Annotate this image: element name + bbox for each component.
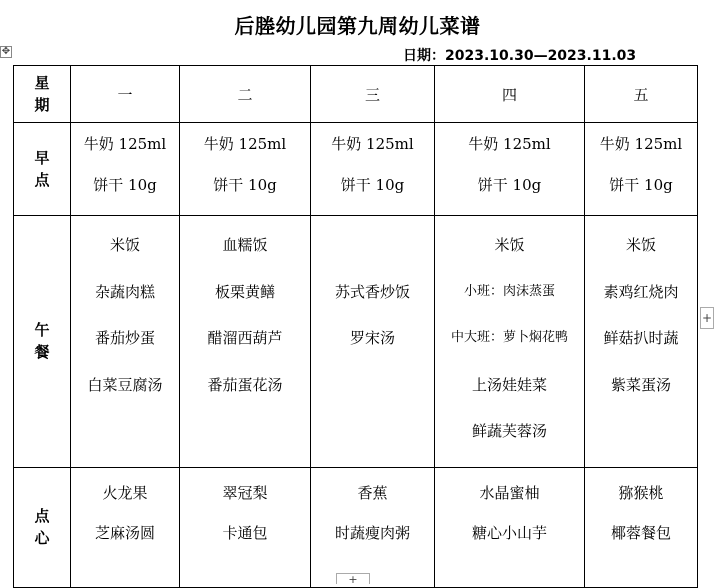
dish-item: 卡通包 <box>222 523 268 542</box>
menu-cell <box>435 216 585 468</box>
table-move-handle-icon[interactable]: ✥ <box>1 46 11 57</box>
meal-row-snack <box>14 467 698 587</box>
menu-cell <box>311 467 435 587</box>
meal-label-char: 点 <box>34 171 50 189</box>
dish-item: 芝麻汤圆 <box>94 523 155 542</box>
dish-item: 饼干 10g <box>477 176 542 194</box>
menu-table <box>13 65 698 588</box>
date-range: 日期：2023.10.30—2023.11.03 <box>403 48 637 64</box>
meal-label-char: 心 <box>34 529 50 547</box>
dish-item: 牛奶 125ml <box>468 135 551 153</box>
dish-item: 白菜豆腐汤 <box>87 375 163 394</box>
weekday-label-cell <box>14 66 71 123</box>
weekday-label-char: 期 <box>34 96 50 114</box>
dish-item: 紫菜蛋汤 <box>610 375 671 394</box>
dish-item: 鲜蔬芙蓉汤 <box>471 422 547 440</box>
dish-item: 素鸡红烧肉 <box>603 282 679 301</box>
dish-item: 番茄蛋花汤 <box>207 375 283 394</box>
dish-item: 苏式香炒饭 <box>334 282 410 301</box>
dish-item: 醋溜西葫芦 <box>207 329 283 347</box>
menu-cell <box>180 123 311 216</box>
add-row-button[interactable]: + <box>336 573 370 584</box>
dish-item: 牛奶 125ml <box>599 135 683 153</box>
menu-cell <box>71 467 180 587</box>
dish-item: 椰蓉餐包 <box>610 523 671 542</box>
menu-cell <box>435 123 585 216</box>
dish-item: 米饭 <box>625 236 656 254</box>
dish-item: 牛奶 125ml <box>83 135 167 153</box>
dish-item: 饼干 10g <box>609 176 673 194</box>
dish-item: 糖心小山芋 <box>471 523 547 542</box>
meal-row-lunch <box>14 216 698 468</box>
dish-item: 杂蔬肉糕 <box>94 282 155 301</box>
dish-item: 饼干 10g <box>213 176 277 194</box>
menu-cell <box>585 467 698 587</box>
dish-item: 饼干 10g <box>340 176 405 194</box>
day-header-fri: 五 <box>585 66 698 123</box>
dish-item: 米饭 <box>109 236 140 254</box>
dish-item: 番茄炒蛋 <box>94 329 155 347</box>
dish-item: 米饭 <box>494 236 525 254</box>
day-header-tue: 二 <box>180 66 311 123</box>
add-column-button[interactable]: + <box>700 307 714 329</box>
meal-label-cell <box>14 216 71 468</box>
dish-item: 中大班：萝卜焖花鸭 <box>450 330 568 345</box>
dish-item: 板栗黄鳝 <box>214 282 275 301</box>
dish-item: 香蕉 <box>357 483 388 502</box>
menu-cell <box>180 467 311 587</box>
meal-label-char: 餐 <box>34 343 50 362</box>
dish-item: 鲜菇扒时蔬 <box>603 329 679 347</box>
dish-item: 饼干 10g <box>93 176 157 194</box>
dish-item: 血糯饭 <box>222 236 268 254</box>
meal-label-cell <box>14 123 71 216</box>
dish-item: 小班：肉沫蒸蛋 <box>463 283 555 299</box>
dish-item: 牛奶 125ml <box>331 135 414 153</box>
menu-cell <box>180 216 311 468</box>
day-header-mon: 一 <box>71 66 180 123</box>
dish-item: 猕猴桃 <box>618 483 664 502</box>
weekday-label-char: 星 <box>34 74 50 92</box>
dish-item: 上汤娃娃菜 <box>471 375 547 394</box>
meal-row-breakfast <box>14 123 698 216</box>
menu-cell <box>585 123 698 216</box>
page-title: 后塍幼儿园第九周幼儿菜谱 <box>234 14 481 38</box>
menu-cell <box>71 123 180 216</box>
day-header-wed: 三 <box>311 66 435 123</box>
day-header-thu: 四 <box>435 66 585 123</box>
meal-label-char: 早 <box>34 149 50 167</box>
dish-item: 水晶蜜柚 <box>479 483 540 502</box>
dish-item: 牛奶 125ml <box>203 135 287 153</box>
dish-item: 火龙果 <box>102 483 148 502</box>
header-row <box>14 66 698 123</box>
menu-cell <box>311 123 435 216</box>
menu-cell <box>585 216 698 468</box>
menu-cell <box>435 467 585 587</box>
dish-item: 罗宋汤 <box>349 329 395 347</box>
menu-cell <box>311 216 435 468</box>
meal-label-char: 点 <box>34 507 50 525</box>
dish-item: 翠冠梨 <box>222 483 268 502</box>
meal-label-cell <box>14 467 71 587</box>
menu-cell <box>71 216 180 468</box>
dish-item: 时蔬瘦肉粥 <box>334 523 410 542</box>
meal-label-char: 午 <box>34 321 50 340</box>
dish-item <box>311 234 434 256</box>
